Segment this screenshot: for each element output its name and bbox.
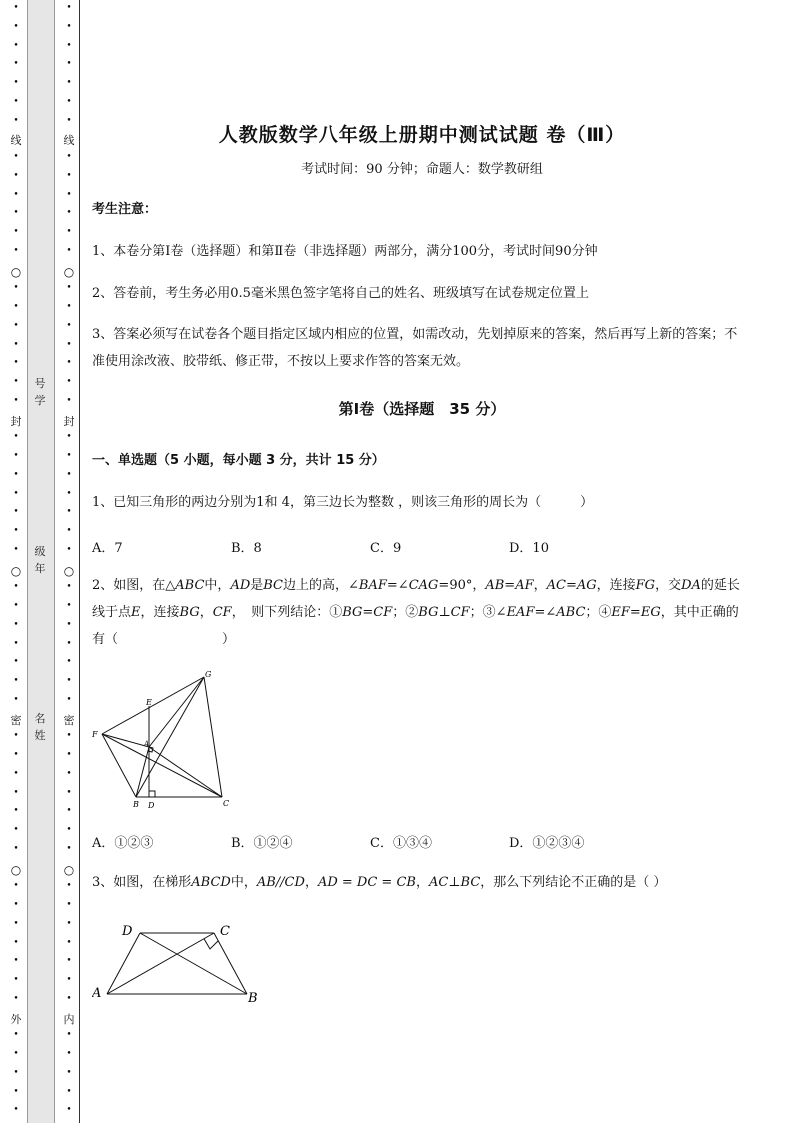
seal-dot: •	[66, 657, 72, 668]
seal-dot: •	[66, 469, 72, 480]
seal-dot: •	[66, 768, 72, 779]
fig2-label-b: B	[133, 800, 139, 809]
seal-dot: •	[66, 975, 72, 985]
seal-dot: •	[66, 96, 72, 107]
seal-dot: •	[66, 937, 72, 948]
notice-heading: 考生注意：	[92, 202, 158, 217]
seal-dot: •	[66, 245, 72, 256]
fig2-label-a: A	[144, 740, 150, 748]
question-1-stem: 1、已知三角形的两边分别为1和 4，第三边长为整数 ，则该三角形的周长为（ ）	[92, 495, 594, 510]
seal-dot: •	[66, 507, 72, 518]
seal-dot: •	[13, 544, 19, 555]
seal-dot: •	[13, 993, 19, 1004]
seal-dot: •	[66, 825, 72, 835]
seal-dot: •	[66, 189, 72, 200]
option-a[interactable]: A．①②③	[92, 836, 154, 851]
seal-dot: •	[13, 21, 19, 32]
fig2-label-g: G	[205, 670, 212, 679]
seal-dot: •	[13, 900, 19, 910]
seal-dot: •	[13, 469, 19, 480]
fig3-label-d: D	[122, 924, 133, 939]
fig2-label-e: E	[146, 698, 152, 707]
seal-dot: •	[66, 78, 72, 88]
option-d[interactable]: D．10	[509, 541, 549, 556]
seal-mark-xian: 线	[10, 134, 22, 148]
notice-item-1: 1、本卷分第Ⅰ卷（选择题）和第Ⅱ卷（非选择题）两部分，满分100分，考试时间90分钟	[92, 244, 598, 259]
seal-mark-feng: 封	[63, 414, 75, 428]
part-heading: 一、单选题（5 小题，每小题 3 分，共计 15 分）	[92, 453, 385, 468]
option-c[interactable]: C．①③④	[370, 836, 432, 851]
seal-dot: •	[66, 900, 72, 910]
seal-mark-mi: 密	[10, 713, 22, 727]
fig2-label-d: D	[148, 801, 155, 810]
seal-dot: •	[13, 1086, 19, 1097]
fig3-label-c: C	[220, 924, 230, 939]
seal-dot: •	[66, 208, 72, 219]
seal-dot: •	[13, 1067, 19, 1078]
seal-dot: •	[13, 320, 19, 331]
seal-dot: •	[66, 59, 72, 70]
fig3-label-b: B	[248, 991, 258, 1006]
seal-dot: •	[66, 750, 72, 760]
seal-dot: •	[66, 638, 72, 649]
seal-dot: •	[66, 115, 72, 126]
seal-dot: •	[66, 339, 72, 350]
fig2-label-f: F	[92, 730, 98, 739]
seal-circle: ○	[10, 264, 22, 279]
question-3-figure	[92, 915, 272, 1015]
seal-circle: ○	[10, 563, 22, 578]
seal-dot: •	[13, 750, 19, 760]
seal-dot: •	[66, 3, 72, 13]
seal-dot: •	[66, 694, 72, 705]
seal-dot: •	[66, 227, 72, 237]
seal-dot: •	[13, 96, 19, 107]
seal-dot: •	[66, 152, 72, 162]
question-2-options	[92, 832, 752, 851]
option-b[interactable]: B．8	[231, 541, 262, 556]
question-3-stem: 3、如图，在梯形ABCD中，AB//CD，AD = DC = CB，AC⊥BC，那么下列结论不正确的是（ ）	[92, 875, 667, 890]
option-d[interactable]: D．①②③④	[509, 836, 585, 851]
inner-seal-column	[63, 0, 75, 1123]
option-b[interactable]: B．①②④	[231, 836, 293, 851]
binding-line	[79, 0, 80, 1123]
seal-dot: •	[13, 731, 19, 742]
seal-dot: •	[66, 1086, 72, 1097]
seal-dot: •	[13, 657, 19, 668]
seal-dot: •	[66, 619, 72, 630]
seal-dot: •	[66, 787, 72, 798]
seal-dot: •	[66, 358, 72, 369]
seal-dot: •	[13, 956, 19, 967]
seal-mark-feng: 封	[10, 414, 22, 428]
seal-dot: •	[13, 937, 19, 948]
seal-dot: •	[66, 377, 72, 387]
seal-dot: •	[13, 78, 19, 88]
exam-info: 考试时间：90 分钟；命题人：数学教研组	[301, 162, 543, 177]
label-student-number: 号 学	[34, 377, 46, 407]
seal-dot: •	[13, 189, 19, 200]
seal-dot: •	[66, 488, 72, 499]
seal-dot: •	[13, 488, 19, 499]
seal-dot: •	[13, 283, 19, 294]
question-1-options	[92, 537, 752, 556]
seal-dot: •	[13, 170, 19, 181]
seal-dot: •	[66, 1049, 72, 1059]
page-title: 人教版数学八年级上册期中测试试题 卷（Ⅲ）	[218, 124, 626, 146]
seal-dot: •	[13, 59, 19, 70]
seal-dot: •	[13, 377, 19, 387]
seal-dot: •	[13, 432, 19, 443]
seal-circle: ○	[10, 862, 22, 877]
seal-circle: ○	[63, 862, 75, 877]
seal-dot: •	[66, 676, 72, 686]
seal-dot: •	[13, 787, 19, 798]
seal-mark-wai: 外	[10, 1012, 22, 1026]
section-title: 第Ⅰ卷（选择题 35 分）	[338, 400, 506, 418]
seal-dot: •	[66, 806, 72, 817]
seal-dot: •	[13, 694, 19, 705]
label-name: 名 姓	[34, 712, 46, 742]
option-a[interactable]: A．7	[92, 541, 123, 556]
seal-dot: •	[66, 526, 72, 536]
seal-dot: •	[13, 601, 19, 611]
seal-dot: •	[13, 526, 19, 536]
seal-dot: •	[66, 918, 72, 929]
seal-dot: •	[66, 21, 72, 32]
seal-dot: •	[66, 1067, 72, 1078]
seal-dot: •	[13, 1049, 19, 1059]
seal-dot: •	[13, 339, 19, 350]
seal-mark-nei: 内	[63, 1012, 75, 1026]
seal-dot: •	[13, 507, 19, 518]
seal-dot: •	[13, 1030, 19, 1041]
seal-dot: •	[13, 451, 19, 461]
seal-circle: ○	[63, 264, 75, 279]
label-grade: 级 年	[34, 545, 46, 575]
seal-dot: •	[66, 302, 72, 312]
seal-dot: •	[13, 3, 19, 13]
question-2-stem: 2、如图，在△ABC中，AD是BC边上的高，∠BAF=∠CAG=90°，AB=AF，AC=AG，连接FG，交DA的延长线于点E，连接BG，CF， 则下列结论：①BG=CF；②BG⊥CF；③∠EAF=∠ABC；④EF=EG，其中正确的有（ ）	[92, 578, 740, 647]
notice-item-3: 3、答案必须写在试卷各个题目指定区域内相应的位置，如需改动，先划掉原来的答案，然后再写上新的答案；不准使用涂改液、胶带纸、修正带，不按以上要求作答的答案无效。	[92, 327, 738, 369]
seal-dot: •	[13, 975, 19, 985]
seal-dot: •	[66, 601, 72, 611]
seal-dot: •	[66, 993, 72, 1004]
seal-dot: •	[66, 544, 72, 555]
seal-dot: •	[66, 956, 72, 967]
question-2-figure	[92, 668, 242, 818]
seal-dot: •	[13, 806, 19, 817]
seal-dot: •	[66, 881, 72, 892]
notice-item-2: 2、答卷前，考生务必用0.5毫米黑色签字笔将自己的姓名、班级填写在试卷规定位置上	[92, 286, 589, 301]
seal-dot: •	[13, 918, 19, 929]
seal-dot: •	[66, 731, 72, 742]
seal-dot: •	[13, 582, 19, 593]
seal-dot: •	[66, 320, 72, 331]
seal-dot: •	[66, 843, 72, 854]
seal-dot: •	[13, 768, 19, 779]
seal-dot: •	[13, 825, 19, 835]
seal-dot: •	[66, 432, 72, 443]
seal-dot: •	[13, 395, 19, 406]
seal-dot: •	[66, 1030, 72, 1041]
seal-dot: •	[66, 40, 72, 51]
seal-dot: •	[13, 245, 19, 256]
seal-dot: •	[13, 152, 19, 162]
seal-dot: •	[13, 115, 19, 126]
outer-seal-column	[10, 0, 22, 1123]
seal-dot: •	[13, 358, 19, 369]
seal-dot: •	[66, 582, 72, 593]
seal-dot: •	[13, 40, 19, 51]
seal-dot: •	[13, 208, 19, 219]
seal-dot: •	[13, 638, 19, 649]
seal-dot: •	[13, 676, 19, 686]
seal-dot: •	[66, 170, 72, 181]
seal-mark-xian: 线	[63, 134, 75, 148]
seal-dot: •	[13, 843, 19, 854]
seal-dot: •	[13, 619, 19, 630]
seal-dot: •	[13, 881, 19, 892]
option-c[interactable]: C．9	[370, 541, 402, 556]
fig3-label-a: A	[92, 986, 102, 1001]
seal-dot: •	[66, 283, 72, 294]
fig2-label-c: C	[223, 799, 230, 808]
seal-dot: •	[66, 1105, 72, 1116]
seal-dot: •	[66, 451, 72, 461]
seal-dot: •	[13, 302, 19, 312]
seal-dot: •	[13, 1105, 19, 1116]
seal-mark-mi: 密	[63, 713, 75, 727]
seal-dot: •	[66, 395, 72, 406]
seal-circle: ○	[63, 563, 75, 578]
seal-dot: •	[13, 227, 19, 237]
